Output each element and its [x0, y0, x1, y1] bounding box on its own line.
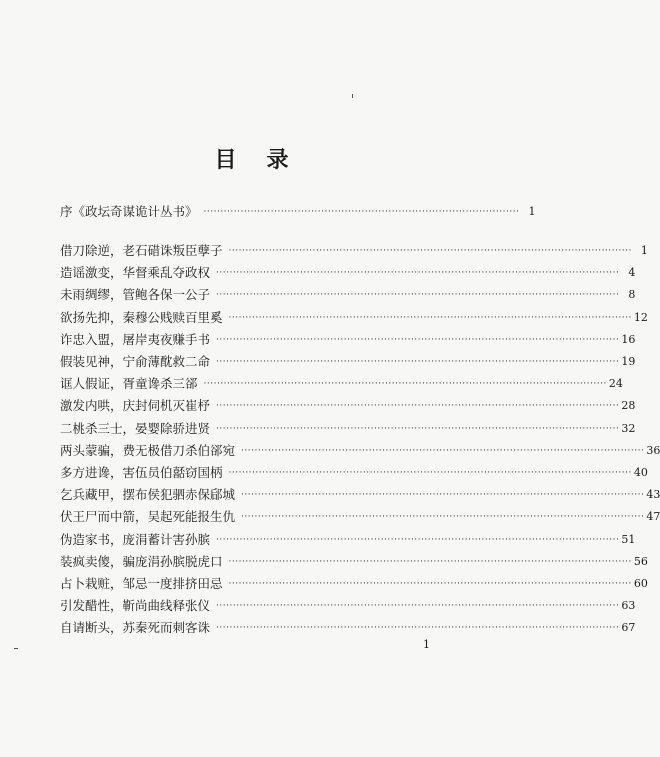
toc-leader-dots: ························································································································ [228, 556, 632, 567]
toc-entry-title: 伪造家书，庞涓蓄计害孙膑 [60, 531, 211, 547]
toc-entry-title: 激发内哄，庆封伺机灭崔杼 [60, 398, 211, 414]
toc-entry-page: 47 [646, 510, 660, 524]
toc-entry-page: 32 [621, 421, 636, 435]
toc-entry-title: 装疯卖傻，骗庞涓孙膑脱虎口 [60, 553, 223, 569]
toc-entry-title: 引发醋性，靳尚曲线释张仪 [60, 598, 211, 614]
page-number: 1 [423, 638, 430, 651]
toc-entry[interactable] [60, 263, 636, 283]
toc-entry-page: 19 [621, 355, 636, 368]
toc-leader-dots: ························································································································ [216, 601, 620, 612]
toc-leader-dots: ······························································································ [203, 207, 520, 217]
toc-entry[interactable] [60, 241, 648, 261]
toc-entry-title: 欲扬先抑，秦穆公贱赎百里奚 [60, 309, 223, 325]
toc-entry-page: 60 [633, 577, 648, 590]
toc-entry[interactable] [60, 330, 636, 350]
toc-entry-title: 造谣激变，华督乘乱夺政权 [60, 265, 211, 281]
toc-entry-page: 40 [633, 466, 648, 479]
toc-entry-page: 1 [640, 244, 648, 257]
toc-leader-dots: ························································································································ [216, 334, 620, 345]
toc-entry[interactable] [60, 419, 636, 439]
scan-mark [352, 94, 353, 98]
toc-preface-title: 序《政坛奇谋诡计丛书》 [60, 204, 198, 219]
toc-leader-dots: ························································································································ [228, 246, 632, 256]
toc-entry-page: 36 [646, 443, 660, 457]
toc-entry-title: 伏王尸而中箭，吴起死能报生仇 [60, 509, 236, 525]
toc-entry[interactable] [60, 441, 660, 461]
toc-leader-dots: ························································································································ [216, 357, 620, 367]
toc-leader-dots: ························································································································ [241, 445, 645, 456]
toc-entry-title: 诈忠入盟，屠岸夷夜赚手书 [60, 331, 211, 347]
toc-entry-page: 51 [621, 532, 636, 546]
toc-entry[interactable] [60, 574, 648, 594]
toc-leader-dots: ························································································································ [241, 512, 645, 523]
toc-entry-page: 4 [628, 266, 636, 280]
toc-entry[interactable] [60, 596, 636, 616]
toc-entry[interactable] [60, 308, 648, 328]
toc-entry-title: 多方进谗，害伍员伯嚭窃国柄 [60, 465, 223, 480]
toc-entry-page: 12 [633, 310, 648, 324]
toc-entry-title: 未雨绸缪，管鲍各保一公子 [60, 287, 211, 303]
toc-leader-dots: ························································································································ [203, 379, 607, 390]
toc-leader-dots: ························································································································ [228, 579, 632, 589]
toc-entry[interactable] [60, 463, 648, 483]
toc-entry-page: 56 [633, 554, 648, 568]
scan-mark [14, 648, 18, 649]
toc-entry-title: 两头蒙骗，费无极借刀杀伯郤宛 [60, 442, 236, 458]
toc-entry[interactable] [60, 507, 660, 527]
toc-entry-title: 诓人假证，胥童谗杀三郤 [60, 376, 198, 392]
toc-entry-page: 16 [621, 332, 636, 346]
toc-entry-page: 8 [628, 288, 636, 302]
toc-entry[interactable] [60, 396, 636, 416]
toc-entry-title: 假装见神，宁俞薄酖救二命 [60, 354, 211, 369]
toc-entry[interactable] [60, 552, 648, 572]
toc-entry[interactable] [60, 374, 623, 394]
toc-leader-dots: ························································································································ [241, 490, 645, 501]
toc-entry-title: 占卜栽赃，邹忌一度排挤田忌 [60, 576, 223, 591]
toc-preface[interactable] [60, 202, 536, 222]
toc-entry-page: 43 [646, 488, 660, 502]
toc-entry-page: 28 [621, 399, 636, 413]
toc-leader-dots: ························································································································ [216, 623, 620, 634]
toc-leader-dots: ························································································································ [216, 290, 620, 301]
toc-leader-dots: ························································································································ [216, 401, 620, 412]
toc-entry-title: 乞兵藏甲，摆布侯犯驷赤保郈城 [60, 487, 236, 503]
toc-leader-dots: ························································································································ [216, 534, 620, 545]
toc-leader-dots: ························································································································ [216, 268, 620, 279]
toc-entry[interactable] [60, 485, 660, 505]
toc-entry-page: 24 [608, 377, 623, 391]
toc-leader-dots: ························································································································ [216, 423, 620, 434]
page-title: 目录 [214, 148, 319, 173]
toc-entry-page: 67 [621, 621, 636, 635]
toc-leader-dots: ························································································································ [228, 468, 632, 478]
toc-entry-title: 借刀除逆，老石碏诛叛臣孽子 [60, 243, 223, 258]
toc-entry-page: 63 [621, 599, 636, 613]
toc-entry[interactable] [60, 618, 636, 638]
toc-entry-title: 自请断头，苏秦死而刺客诛 [60, 620, 211, 636]
toc-entry[interactable] [60, 530, 636, 550]
toc-leader-dots: ························································································································ [228, 312, 632, 323]
toc-entry-title: 二桃杀三士，晏婴除骄进贤 [60, 420, 211, 436]
toc-entry[interactable] [60, 352, 636, 372]
toc-entry[interactable] [60, 285, 636, 305]
toc-preface-page: 1 [528, 205, 536, 218]
